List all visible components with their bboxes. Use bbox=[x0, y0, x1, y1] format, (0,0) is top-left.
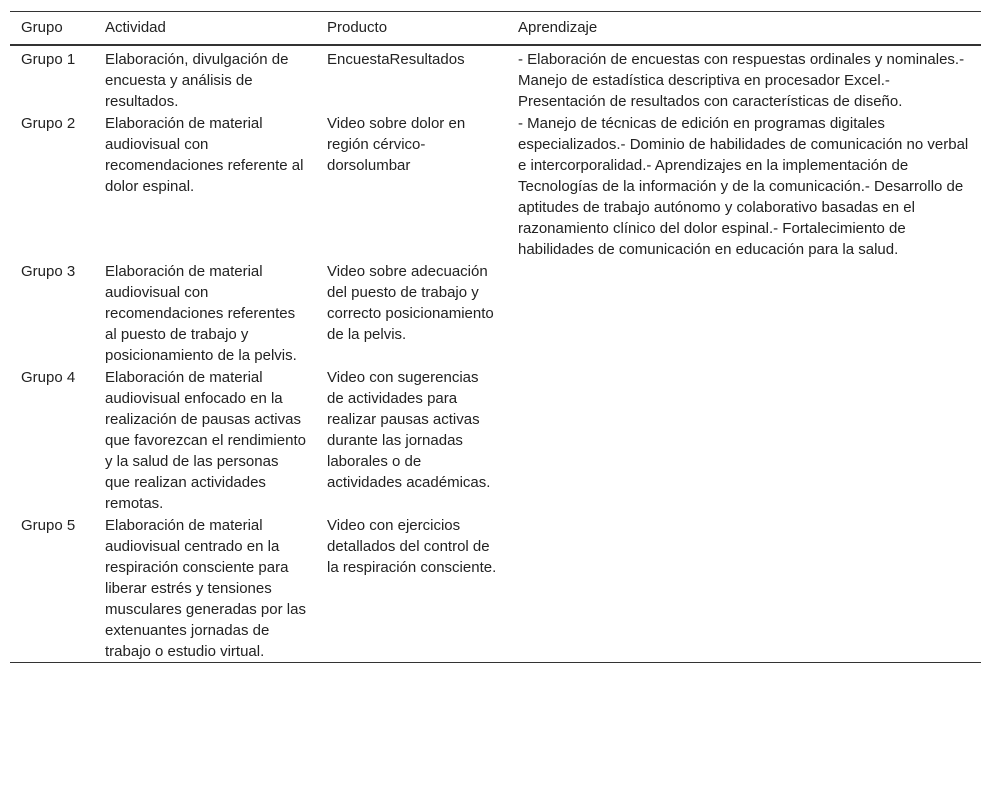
cell-producto: Video con ejercicios detallados del control de la respiración consciente. bbox=[327, 517, 497, 576]
cell-actividad: Elaboración de material audiovisual con recomendaciones referente al dolor espinal. bbox=[105, 115, 304, 195]
table-row bbox=[10, 514, 981, 663]
cell-grupo: Grupo 3 bbox=[21, 263, 76, 280]
table-row bbox=[10, 366, 981, 514]
table-row bbox=[10, 112, 981, 260]
activities-table bbox=[10, 11, 981, 663]
cell-actividad: Elaboración de material audiovisual enfocado en la realización de pausas activas que favorezcan el rendimiento y la salud de las personas que realizan actividades remotas. bbox=[105, 369, 306, 512]
cell-actividad: Elaboración de material audiovisual con recomendaciones referentes al puesto de trabajo y posicionamiento de la pelvis. bbox=[105, 263, 297, 364]
header-grupo: Grupo bbox=[21, 19, 63, 36]
cell-producto: EncuestaResultados bbox=[327, 51, 465, 68]
header-aprendizaje: Aprendizaje bbox=[518, 19, 598, 36]
cell-actividad: Elaboración, divulgación de encuesta y análisis de resultados. bbox=[105, 51, 289, 110]
cell-producto: Video sobre adecuación del puesto de trabajo y correcto posicionamiento de la pelvis. bbox=[327, 263, 494, 343]
cell-grupo: Grupo 1 bbox=[21, 51, 76, 68]
cell-actividad: Elaboración de material audiovisual centrado en la respiración consciente para liberar estrés y tensiones musculares generadas por las extenuantes jornadas de trabajo o estudio virtual. bbox=[105, 517, 306, 660]
cell-aprendizaje: - Manejo de técnicas de edición en programas digitales especializados.- Dominio de habilidades de comunicación no verbal e intercorporalidad.- Aprendizajes en la implementación de Tecnologías de la información y de la comunicación.- Desarrollo de aptitudes de trabajo autónomo y colaborativo basadas en el razonamiento clínico del dolor espinal.- Fortalecimiento de habilidades de comunicación en educación para la salud. bbox=[518, 115, 969, 258]
table-body bbox=[10, 45, 981, 663]
cell-producto: Video con sugerencias de actividades para realizar pausas activas durante las jornadas laborales o de actividades académicas. bbox=[327, 369, 491, 491]
table-row bbox=[10, 260, 981, 366]
cell-grupo: Grupo 2 bbox=[21, 115, 76, 132]
cell-aprendizaje bbox=[507, 514, 981, 663]
cell-aprendizaje bbox=[507, 260, 981, 366]
table-container bbox=[10, 11, 981, 663]
header-row bbox=[10, 12, 981, 46]
header-producto: Producto bbox=[327, 19, 388, 36]
cell-producto: Video sobre dolor en región cérvico-dorsolumbar bbox=[327, 115, 466, 174]
cell-grupo: Grupo 4 bbox=[21, 369, 76, 386]
header-actividad: Actividad bbox=[105, 19, 166, 36]
table-header bbox=[10, 12, 981, 46]
cell-aprendizaje bbox=[507, 366, 981, 514]
cell-grupo: Grupo 5 bbox=[21, 517, 76, 534]
table-row bbox=[10, 45, 981, 112]
cell-aprendizaje: - Elaboración de encuestas con respuestas ordinales y nominales.- Manejo de estadística descriptiva en procesador Excel.- Presentación de resultados con características de diseño. bbox=[518, 51, 965, 110]
